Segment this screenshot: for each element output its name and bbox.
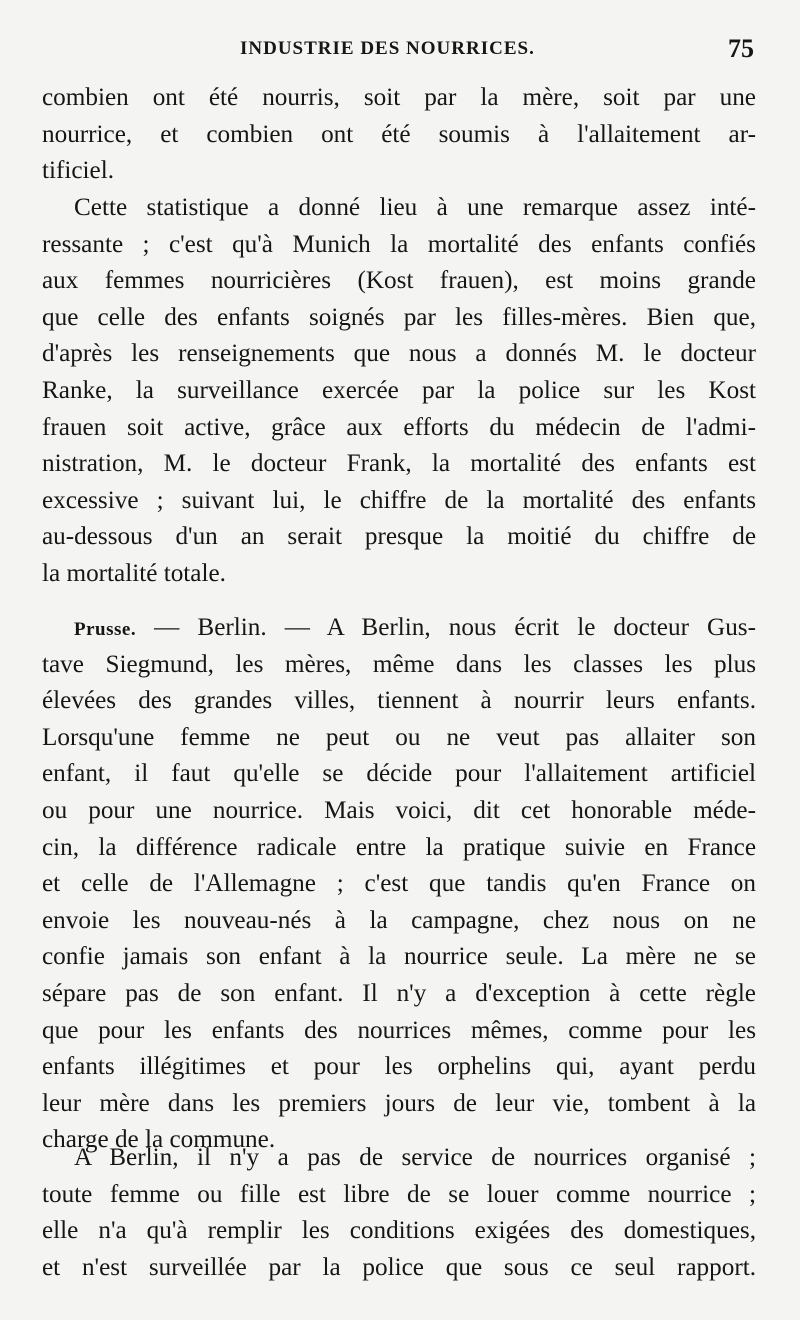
text-line: au-dessous d'un an serait presque la moitié du chiffre de <box>42 523 756 551</box>
text-line: confie jamais son enfant à la nourrice seule. La mère ne se <box>42 943 756 971</box>
text-line: nistration, M. le docteur Frank, la mortalité des enfants est <box>42 450 756 478</box>
text-line: ressante ; c'est qu'à Munich la mortalité des enfants confiés <box>42 230 756 258</box>
text-line: toute femme ou fille est libre de se louer comme nourrice ; <box>42 1180 756 1208</box>
text-line: tave Siegmund, les mères, même dans les classes les plus <box>42 650 756 678</box>
text-line: elle n'a qu'à remplir les conditions exigées des domestiques, <box>42 1217 756 1245</box>
text-line: leur mère dans les premiers jours de leur vie, tombent à la <box>42 1089 756 1117</box>
text-line: que celle des enfants soignés par les filles-mères. Bien que, <box>42 303 756 331</box>
text-line: la mortalité totale. <box>42 559 226 587</box>
text-line: aux femmes nourricières (Kost frauen), est moins grande <box>42 267 756 295</box>
text-line: combien ont été nourris, soit par la mère, soit par une <box>42 84 756 111</box>
paragraph-prusse <box>42 610 756 1159</box>
text-line: Cette statistique a donné lieu à une remarque assez inté- <box>74 194 756 221</box>
paragraph-4 <box>42 1140 756 1286</box>
text-line-rest: — Berlin. — A Berlin, nous écrit le docteur Gus- <box>136 614 756 641</box>
page-header <box>240 34 760 66</box>
text-line: élevées des grandes villes, tiennent à nourrir leurs enfants. <box>42 687 756 715</box>
text-line: Ranke, la surveillance exercée par la police sur les Kost <box>42 376 756 404</box>
text-line: A Berlin, il n'y a pas de service de nourrices organisé ; <box>74 1144 756 1171</box>
text-line: et n'est surveillée par la police que sous ce seul rapport. <box>42 1253 756 1281</box>
text-line: frauen soit active, grâce aux efforts du médecin de l'admi- <box>42 413 756 441</box>
paragraph-1 <box>42 80 756 190</box>
text-line: sépare pas de son enfant. Il n'y a d'exception à cette règle <box>42 979 756 1007</box>
text-line: enfant, il faut qu'elle se décide pour l'allaitement artificiel <box>42 760 756 788</box>
running-title: INDUSTRIE DES NOURRICES. <box>240 38 535 59</box>
text-line: charge de la commune. <box>42 1126 276 1154</box>
text-line: Lorsqu'une femme ne peut ou ne veut pas allaiter son <box>42 723 756 751</box>
text-line: cin, la différence radicale entre la pratique suivie en France <box>42 833 756 861</box>
text-line: d'après les renseignements que nous a donnés M. le docteur <box>42 340 756 368</box>
text-line: nourrice, et combien ont été soumis à l'allaitement ar- <box>42 120 756 148</box>
text-line: envoie les nouveau-nés à la campagne, chez nous on ne <box>42 906 756 934</box>
text-line: enfants illégitimes et pour les orphelins qui, ayant perdu <box>42 1053 756 1081</box>
page-number: 75 <box>728 34 754 63</box>
text-line: excessive ; suivant lui, le chiffre de la mortalité des enfants <box>42 486 756 514</box>
text-line <box>42 610 756 647</box>
text-line: ou pour une nourrice. Mais voici, dit cet honorable méde- <box>42 796 756 824</box>
text-line: tificiel. <box>42 157 115 185</box>
section-lead: Prusse. <box>74 619 137 640</box>
text-line: et celle de l'Allemagne ; c'est que tandis qu'en France on <box>42 870 756 898</box>
paragraph-2 <box>42 190 756 593</box>
text-line: que pour les enfants des nourrices mêmes, comme pour les <box>42 1016 756 1044</box>
